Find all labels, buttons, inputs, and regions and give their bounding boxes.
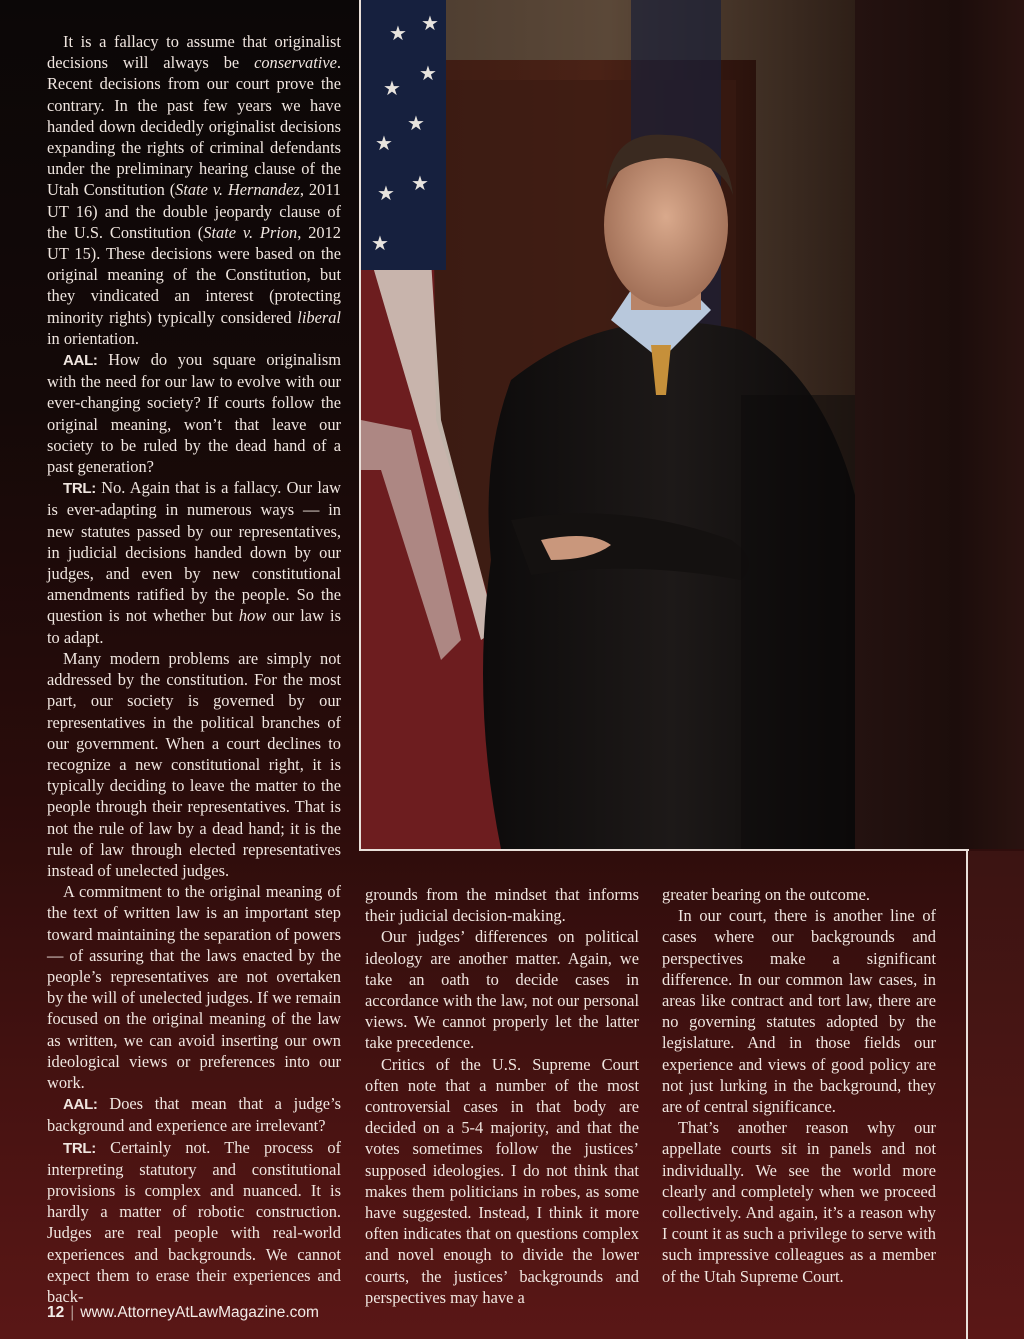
article-column-2 [365,884,639,1308]
paragraph: In our court, there is another line of cases where our backgrounds and perspectives make a significant difference. In our common law cases, in areas like contract and tort law, there are no governing statutes adopted by the legislature. And in those fields our experience and views of good policy are not just lurking in the background, they are of central significance. [662,906,936,1117]
magazine-url[interactable]: www.AttorneyAtLawMagazine.com [80,1304,319,1321]
paragraph: grounds from the mindset that informs their judicial decision-making. [365,885,639,926]
paragraph: A commitment to the original meaning of the text of written law is an important step toward maintaining the separation of powers — of assuring that the laws enacted by the people’s representatives are not overtaken by the will of unelected judges. If we remain focused on the original meaning of the law as written, we can avoid inserting our own ideological views or preferences into our work. [47,882,341,1092]
svg-text:★: ★ [383,76,401,100]
svg-text:★: ★ [407,111,425,135]
svg-text:★: ★ [375,131,393,155]
paragraph: That’s another reason why our appellate courts sit in panels and not individually. We see the world more clearly and completely when we proceed collectively. And again, it’s a reason why I count it as such a privilege to serve with such impressive colleagues as a member of the Utah Supreme Court. [662,1118,936,1286]
photo-frame-border [361,849,969,851]
judge-portrait-photo [361,0,855,849]
page-number: 12 [47,1304,65,1321]
interviewee-label: TRL: [63,480,96,498]
interviewer-label: AAL: [63,352,98,370]
paragraph: greater bearing on the outcome. [662,885,870,904]
background-wood-panel [855,0,1024,849]
svg-text:★: ★ [421,11,439,35]
article-column-1 [47,31,341,1307]
svg-text:★: ★ [419,61,437,85]
answer-paragraph: TRL: Certainly not. The process of interpreting statutory and constitutional provisions is complex and nuanced. It is hardly a matter of robotic construction. Judges are real people with real-world experiences and backgrounds. We cannot expect them to erase their experiences and back- [47,1137,341,1306]
interviewee-label: TRL: [63,1139,96,1157]
question-paragraph: AAL: How do you square originalism with the need for our law to evolve with our ever-changing society? If courts follow the original meaning, won’t that leave our society to be ruled by the dead hand of a past generation? [47,350,341,477]
question-paragraph: AAL: Does that mean that a judge’s background and experience are irrelevant? [47,1094,341,1136]
interviewer-label: AAL: [63,1096,98,1114]
svg-text:★: ★ [377,181,395,205]
footer-separator: | [70,1304,75,1321]
page-footer [47,1304,319,1322]
svg-text:★: ★ [411,171,429,195]
photo-frame-border [359,0,361,851]
article-column-3 [662,884,936,1287]
photo-frame-border [966,849,968,1339]
paragraph: Many modern problems are simply not addressed by the constitution. For the most part, our society is governed by our representatives in the political branches of our government. When a court declines to recognize a new constitutional right, it is typically deciding to leave the matter to the people through their representatives. That is not the rule of law by a dead hand; it is the rule of law through elected representatives instead of unelected judges. [47,648,341,880]
svg-text:★: ★ [371,231,389,255]
background-red-strip [968,851,1024,1339]
paragraph: Our judges’ differences on political ideology are another matter. Again, we take an oath to decide cases in accordance with the law, not our personal views. We cannot properly let the latter take precedence. [365,927,639,1053]
answer-paragraph: TRL: No. Again that is a fallacy. Our law is ever-adapting in numerous ways — in new statutes passed by our representatives, in judicial decisions handed down by our judges, and even by new constitutional amendments ratified by the people. So the question is not whether but how our law is to adapt. [47,478,341,647]
svg-text:★: ★ [389,21,407,45]
paragraph: It is a fallacy to assume that originalist decisions will always be conservative. Recent decisions from our court prove the contrary. In the past few years we have handed down decidedly originalist decisions expanding the rights of criminal defendants under the preliminary hearing clause of the Utah Constitution (State v. Hernandez, 2011 UT 16) and the double jeopardy clause of the U.S. Constitution (State v. Prion, 2012 UT 15). These decisions were based on the original meaning of the Constitution, but they vindicated an interest (protecting minority rights) typically considered liberal in orientation. [47,32,341,348]
paragraph: Critics of the U.S. Supreme Court often note that a number of the most controversial cases in that body are decided on a 5-4 majority, and that the votes sometimes follow the justices’ supposed ideologies. I do not think that makes them politicians in robes, as some have suggested. Instead, I think it more often indicates that on questions complex and novel enough to divide the lower courts, the justices’ backgrounds and perspectives may have a [365,1054,639,1307]
